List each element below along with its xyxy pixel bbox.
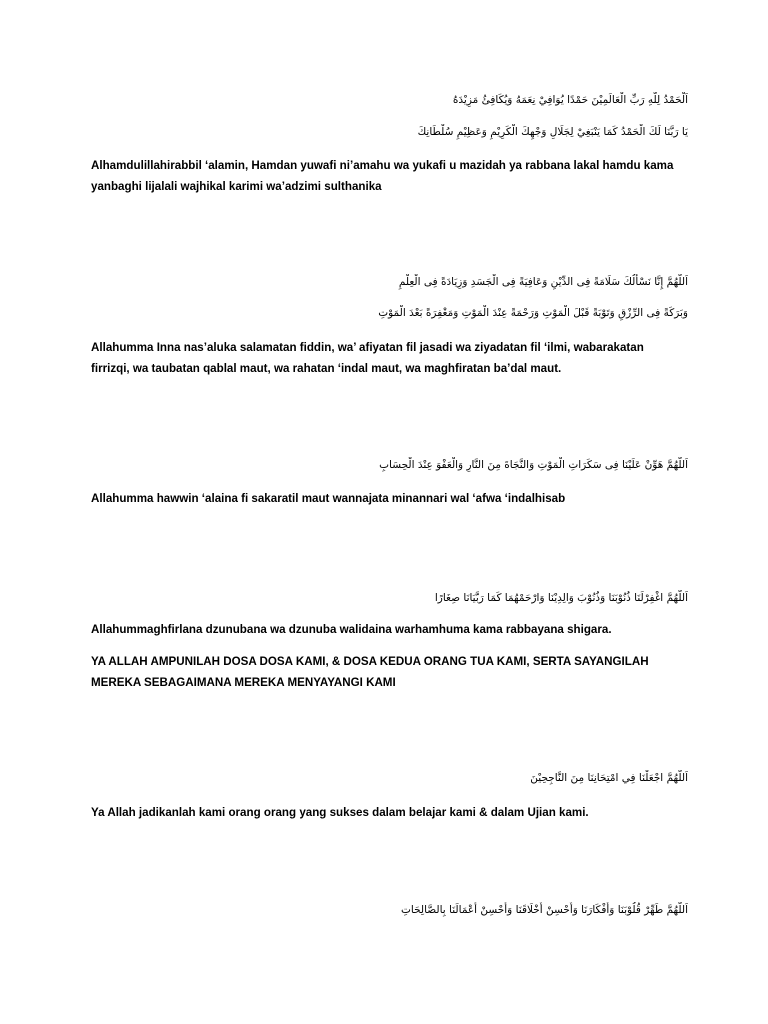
transliteration-paragraph: Allahumma Inna nas’aluka salamatan fiddin, wa’ afiyatan fil jasadi wa ziyadatan fil ‘ilmi, wabarakatan firrizqi, wa taubatan qablal maut, wa rahatan ‘indal maut, wa maghfiratan ba’dal maut. — [91, 341, 644, 375]
transliteration-paragraph: Ya Allah jadikanlah kami orang orang yang sukses dalam belajar kami & dalam Ujian kami. — [91, 806, 589, 819]
arabic-prayer-line: اَللّهُمَّ هَوِّنْ عَلَيْنَا فِى سَكَرَاتِ الْمَوْتِ وَالنَّجَاةَ مِنَ النَّارِ وَالْعَفْوَ عِنْدَ الْحِسَابِ — [379, 459, 688, 471]
arabic-prayer-line: اَللّهُمَّ إِنَّا نَسْأَلُكَ سَلَامَةً فِى الدِّيْنِ وَعَافِيَةً فِى الْجَسَدِ وَزِيَادَةً فِى الْعِلْمِ — [398, 276, 688, 288]
arabic-prayer-line: اَلْحَمْدُ لِلّهِ رَبِّ الْعَالَمِيْنَ حَمْدًا يُوَافِيْ نِعَمَهُ وَيُكَافِئُ مَزِيْدَهُ — [452, 94, 688, 106]
translation-paragraph: YA ALLAH AMPUNILAH DOSA DOSA KAMI, & DOSA KEDUA ORANG TUA KAMI, SERTA SAYANGILAH MEREKA SEBAGAIMANA MEREKA MENYAYANGI KAMI — [91, 655, 649, 689]
arabic-prayer-line: وَبَرَكَةً فِى الرِّزْقِ وَتَوْبَةً قَبْلَ الْمَوْتِ وَرَحْمَةً عِنْدَ الْمَوْتِ وَمَغْفِرَةً بَعْدَ الْمَوْتِ — [378, 307, 688, 319]
transliteration-paragraph: Allahumma hawwin ‘alaina fi sakaratil maut wannajata minannari wal ‘afwa ‘indalhisab — [91, 492, 566, 505]
arabic-prayer-line: يَا رَبَّنَا لَكَ الْحَمْدُ كَمَا يَنْبَغِيْ لِجَلَالِ وَجْهِكَ الْكَرِيْمِ وَعَظِيْمِ سُلْطَانِكَ — [417, 126, 688, 138]
arabic-prayer-line: اَللّهُمَّ طَهِّرْ قُلُوْبَنَا وَأَفْكَارَنَا وَأَحْسِنْ أَخْلَاقَنَا وَأَحْسِنْ أَعْمَالَنَا بِالصَّالِحَاتِ — [401, 904, 688, 916]
transliteration-paragraph: Allahummaghfirlana dzunubana wa dzunuba walidaina warhamhuma kama rabbayana shigara. — [91, 623, 612, 636]
transliteration-paragraph: Alhamdulillahirabbil ‘alamin, Hamdan yuwafi ni’amahu wa yukafi u mazidah ya rabbana lakal hamdu kama yanbaghi lijalali wajhikal karimi wa’adzimi sulthanika — [91, 159, 674, 193]
arabic-prayer-line: اَللّهُمَّ اغْفِرْلَنَا ذُنُوْبَنَا وَذُنُوْبَ وَالِدِيْنَا وَارْحَمْهُمَا كَمَا رَبَّيَانَا صِغَارًا — [434, 592, 688, 604]
arabic-prayer-line: اَللّهُمَّ اجْعَلْنَا فِي امْتِحَانِنَا مِنَ النَّاجِحِيْنَ — [530, 772, 688, 784]
